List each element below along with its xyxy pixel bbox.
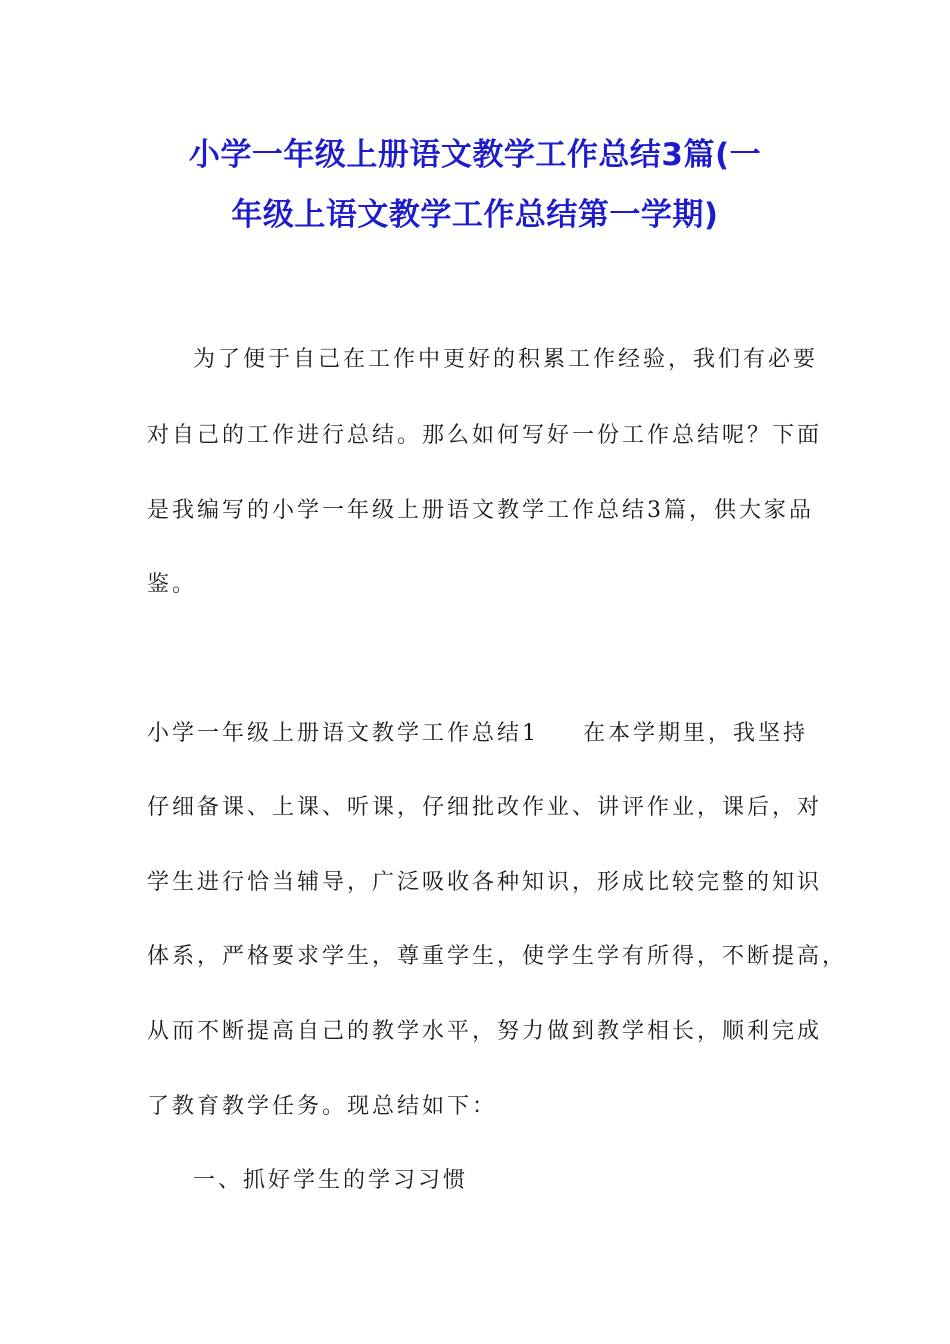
subheading: 一、抓好学生的学习习惯 bbox=[193, 1168, 469, 1193]
section-1-heading: 小学一年级上册语文教学工作总结1 bbox=[147, 721, 539, 746]
document-title-line-1: 小学一年级上册语文教学工作总结3篇(一 bbox=[188, 137, 762, 173]
body-paragraph-line: 仔细备课、上课、听课，仔细批改作业、讲评作业，课后，对 bbox=[147, 795, 823, 820]
document-title-line-2: 年级上语文教学工作总结第一学期) bbox=[231, 197, 719, 233]
intro-paragraph-line: 是我编写的小学一年级上册语文教学工作总结3篇，供大家品 bbox=[147, 498, 814, 523]
intro-paragraph-line: 对自己的工作进行总结。那么如何写好一份工作总结呢？下面 bbox=[147, 423, 823, 448]
body-paragraph-line: 体系，严格要求学生，尊重学生，使学生学有所得，不断提高， bbox=[147, 944, 848, 969]
section-1-first-line bbox=[147, 723, 827, 745]
body-paragraph-line: 了教育教学任务。现总结如下： bbox=[147, 1094, 498, 1119]
intro-paragraph-line: 为了便于自己在工作中更好的积累工作经验，我们有必要 bbox=[193, 347, 819, 372]
body-paragraph-line: 从而不断提高自己的教学水平，努力做到教学相长，顺利完成 bbox=[147, 1019, 823, 1044]
body-paragraph-line: 学生进行恰当辅导，广泛吸收各种知识，形成比较完整的知识 bbox=[147, 870, 823, 895]
section-1-line-1-text: 在本学期里，我坚持 bbox=[583, 721, 809, 746]
intro-paragraph-line: 鉴。 bbox=[147, 572, 198, 597]
